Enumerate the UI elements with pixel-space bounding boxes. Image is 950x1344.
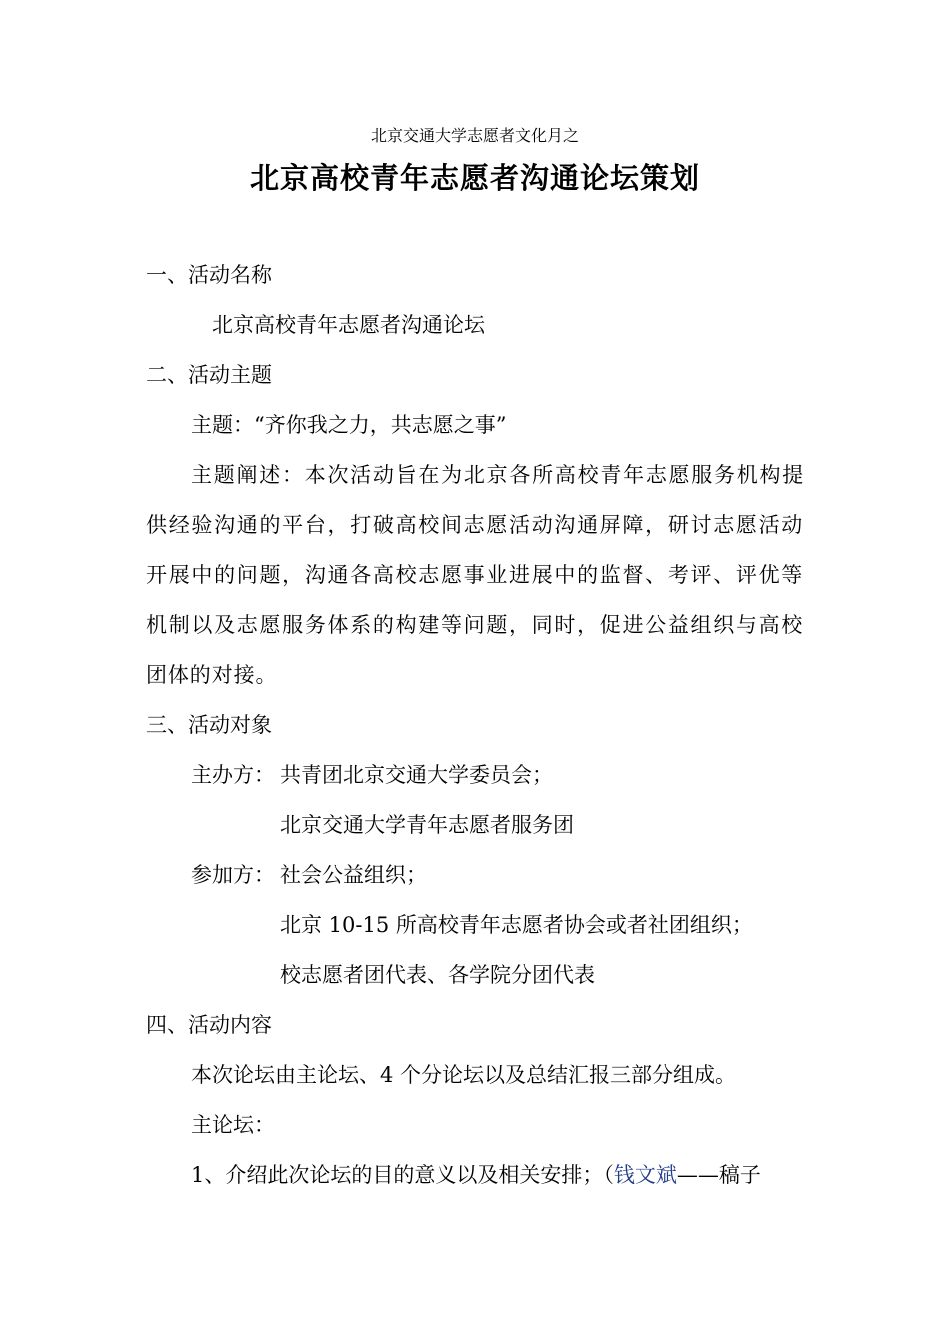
activity-theme: 主题：“齐你我之力，共志愿之事” bbox=[191, 413, 507, 437]
section-2-heading: 二、活动主题 bbox=[146, 363, 272, 387]
participant-line: 校志愿者团代表、各学院分团代表 bbox=[280, 963, 595, 987]
host-line: 共青团北京交通大学委员会； bbox=[280, 763, 553, 787]
host-label: 主办方： bbox=[191, 763, 275, 787]
participant-label: 参加方： bbox=[191, 863, 275, 887]
content-intro: 本次论坛由主论坛、4 个分论坛以及总结汇报三部分组成。 bbox=[191, 1063, 737, 1087]
agenda-item-1-text: 1、介绍此次论坛的目的意义以及相关安排；（ bbox=[191, 1163, 614, 1187]
section-3-heading: 三、活动对象 bbox=[146, 713, 272, 737]
participant-line: 社会公益组织； bbox=[280, 863, 427, 887]
theme-desc-line: 开展中的问题，沟通各高校志愿事业进展中的监督、考评、评优等 bbox=[146, 563, 804, 587]
section-1-heading: 一、活动名称 bbox=[146, 263, 272, 287]
theme-desc-line: 机制以及志愿服务体系的构建等问题，同时，促进公益组织与高校 bbox=[146, 613, 804, 637]
agenda-item-1-note: ——稿子 bbox=[676, 1163, 761, 1187]
host-line: 北京交通大学青年志愿者服务团 bbox=[280, 813, 574, 837]
document-title: 北京高校青年志愿者沟通论坛策划 bbox=[249, 161, 700, 195]
document-subtitle: 北京交通大学志愿者文化月之 bbox=[370, 126, 579, 145]
participant-line: 北京 10-15 所高校青年志愿者协会或者社团组织； bbox=[280, 913, 753, 937]
agenda-item-1 bbox=[191, 1165, 761, 1186]
theme-desc-line: 主题阐述：本次活动旨在为北京各所高校青年志愿服务机构提 bbox=[191, 463, 805, 487]
theme-desc-line: 团体的对接。 bbox=[146, 663, 278, 687]
main-forum-label: 主论坛： bbox=[191, 1113, 275, 1137]
agenda-item-1-speaker: 钱文斌 bbox=[613, 1163, 677, 1187]
activity-name: 北京高校青年志愿者沟通论坛 bbox=[212, 313, 485, 337]
section-4-heading: 四、活动内容 bbox=[146, 1013, 272, 1037]
theme-desc-line: 供经验沟通的平台，打破高校间志愿活动沟通屏障，研讨志愿活动 bbox=[146, 513, 804, 537]
